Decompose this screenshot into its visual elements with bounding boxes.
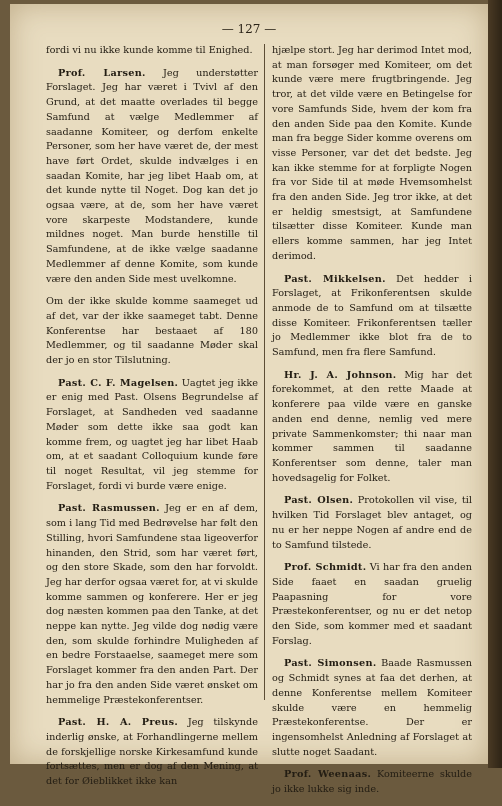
paragraph bbox=[46, 295, 258, 369]
left-column bbox=[46, 44, 258, 798]
speaker-name: Past. Olsen. bbox=[284, 495, 354, 507]
paragraph bbox=[272, 494, 472, 553]
speaker-name: Prof. Schmidt. bbox=[284, 562, 367, 574]
paragraph bbox=[272, 561, 472, 649]
speaker-name: Hr. J. A. Johnson. bbox=[284, 369, 397, 381]
paragraph-text: Komiteerne skulde jo ikke lukke sig inde. bbox=[272, 769, 472, 796]
paragraph bbox=[46, 377, 258, 495]
paragraph-text: Baade Rasmussen og Schmidt synes at faa det derhen, at denne Konferentse mellem Komiteer skulde være en hemmelig Præstekonferentse. Der er ingensomhelst Anledning af Forslaget at slutte noget Saadant. bbox=[272, 658, 472, 758]
right-column bbox=[272, 44, 472, 806]
paragraph-text: Jeg tilskynde inderlig ønske, at Forhandlingerne mellem de forskjellige norske Kirkesamfund kunde fortsættes, men er dog af den Mening, at det for Øieblikket ikke kan bbox=[46, 717, 258, 788]
paragraph bbox=[46, 67, 258, 288]
paragraph bbox=[272, 369, 472, 487]
paragraph-text: Jeg er en af dem, som i lang Tid med Bedrøvelse har følt den Stilling, hvori Samfundene staa ligeoverfor hinanden, den Strid, som har været ført, og den store Skade, som den har forvoldt. Jeg har derfor ogsaa været for, at vi skulde komme sammen og konferere. Her er jeg dog næsten kommen paa den Tanke, at det neppe kan nytte. Jeg vilde dog nødig være den, som skulde forhindre Muligheden af en bedre Forstaaelse, saameget mere som Forslaget kommer fra den anden Part. Der har jo fra den anden Side været ønsket om hemmelige Præstekonferentser. bbox=[46, 503, 258, 706]
paragraph bbox=[272, 273, 472, 361]
paragraph bbox=[272, 657, 472, 760]
paragraph-text: Vi har fra den anden Side faaet en saadan gruelig Paapasning for vore Præstekonferentser, og nu er det netop den Side, som kommer med et saadant Forslag. bbox=[272, 562, 472, 647]
paragraph bbox=[272, 44, 472, 265]
book-edge bbox=[488, 0, 502, 768]
speaker-name: Past. Mikkelsen. bbox=[284, 273, 386, 285]
speaker-name: Prof. Larsen. bbox=[58, 67, 146, 79]
speaker-name: Past. Simonsen. bbox=[284, 658, 377, 670]
column-divider bbox=[264, 44, 265, 700]
speaker-name: Past. Rasmussen. bbox=[58, 503, 160, 515]
speaker-name: Past. H. A. Preus. bbox=[58, 717, 179, 729]
paragraph-text: hjælpe stort. Jeg har derimod Intet mod, at man forsøger med Komiteer, om det kunde være mere frugtbringende. Jeg tror, at det vilde være en Betingelse for vore Samfunds Side, hvem der kom fra den anden Side paa den Komite. Kunde man fra begge Sider komme overens om visse Personer, var det det bedste. Jeg kan ikke stemme for at forpligte Nogen fra vor Side til at møde Hvemsomhelst fra den anden Side. Jeg tror ikke, at det er heldig smestsigt, at Samfundene tilsætter disse Komiteer. Kunde man ellers komme sammen, har jeg Intet derimod. bbox=[272, 45, 472, 262]
paragraph bbox=[272, 768, 472, 797]
speaker-name: Past. C. F. Magelsen. bbox=[58, 377, 179, 389]
speaker-name: Prof. Weenaas. bbox=[284, 769, 372, 781]
paragraph-text: fordi vi nu ikke kunde komme til Enighed. bbox=[46, 45, 253, 56]
paragraph-text: Protokollen vil vise, til hvilken Tid Forslaget blev antaget, og nu er her neppe Nogen af andre end de to Samfund tilstede. bbox=[272, 495, 472, 551]
paragraph-text: Mig har det forekommet, at den rette Maade at konferere paa vilde være en ganske anden end denne, nemlig ved mere private Sammenkomster; thi naar man kommer sammen til saadanne Konferentser som denne, taler man hovedsagelig for Folket. bbox=[272, 369, 472, 484]
document-page bbox=[10, 4, 488, 796]
paragraph-text: Om der ikke skulde komme saameget ud af det, var der ikke saameget tabt. Denne Konferentse har bestaaet af 180 Medlemmer, og til saadanne Møder skal der jo en stor Tilslutning. bbox=[46, 296, 258, 367]
paragraph bbox=[46, 502, 258, 708]
paragraph-text: Uagtet jeg ikke er enig med Past. Olsens Begrundelse af Forslaget, at Sandheden ved saadanne Møder som dette ikke saa godt kan komme frem, og uagtet jeg har libet Haab om, at et saadant Colloquium kunde føre til noget Resultat, vil jeg stemme for Forslaget, fordi vi burde være enige. bbox=[46, 377, 258, 492]
paragraph-text: Jeg understøtter Forslaget. Jeg har været i Tvivl af den Grund, at det maatte overlades til begge Samfund at vælge Medlemmer af saadanne Komiteer, og derfom enkelte Personer, som her have været de, der mest have ført Ordet, skulde indvælges i en saadan Komite, har jeg libet Haab om, at det kunde nytte til Noget. Dog kan det jo ogsaa være, at de, som her have været vore skarpeste Modstandere, kunde mildnes noget. Man burde henstille til Samfundene, at de ikke vælge saadanne Medlemmer af denne Komite, som kunde være den anden Side mest uvelkomne. bbox=[46, 67, 258, 285]
paragraph-text: Det hedder i Forslaget, at Frikonferentsen skulde anmode de to Samfund om at tilsætte disse Komiteer. Frikonferentsen tæller jo Medlemmer ikke blot fra de to Samfund, men fra flere Samfund. bbox=[272, 273, 472, 359]
paragraph bbox=[46, 44, 258, 59]
paragraph bbox=[46, 716, 258, 790]
page-number: — 127 — bbox=[221, 22, 277, 36]
